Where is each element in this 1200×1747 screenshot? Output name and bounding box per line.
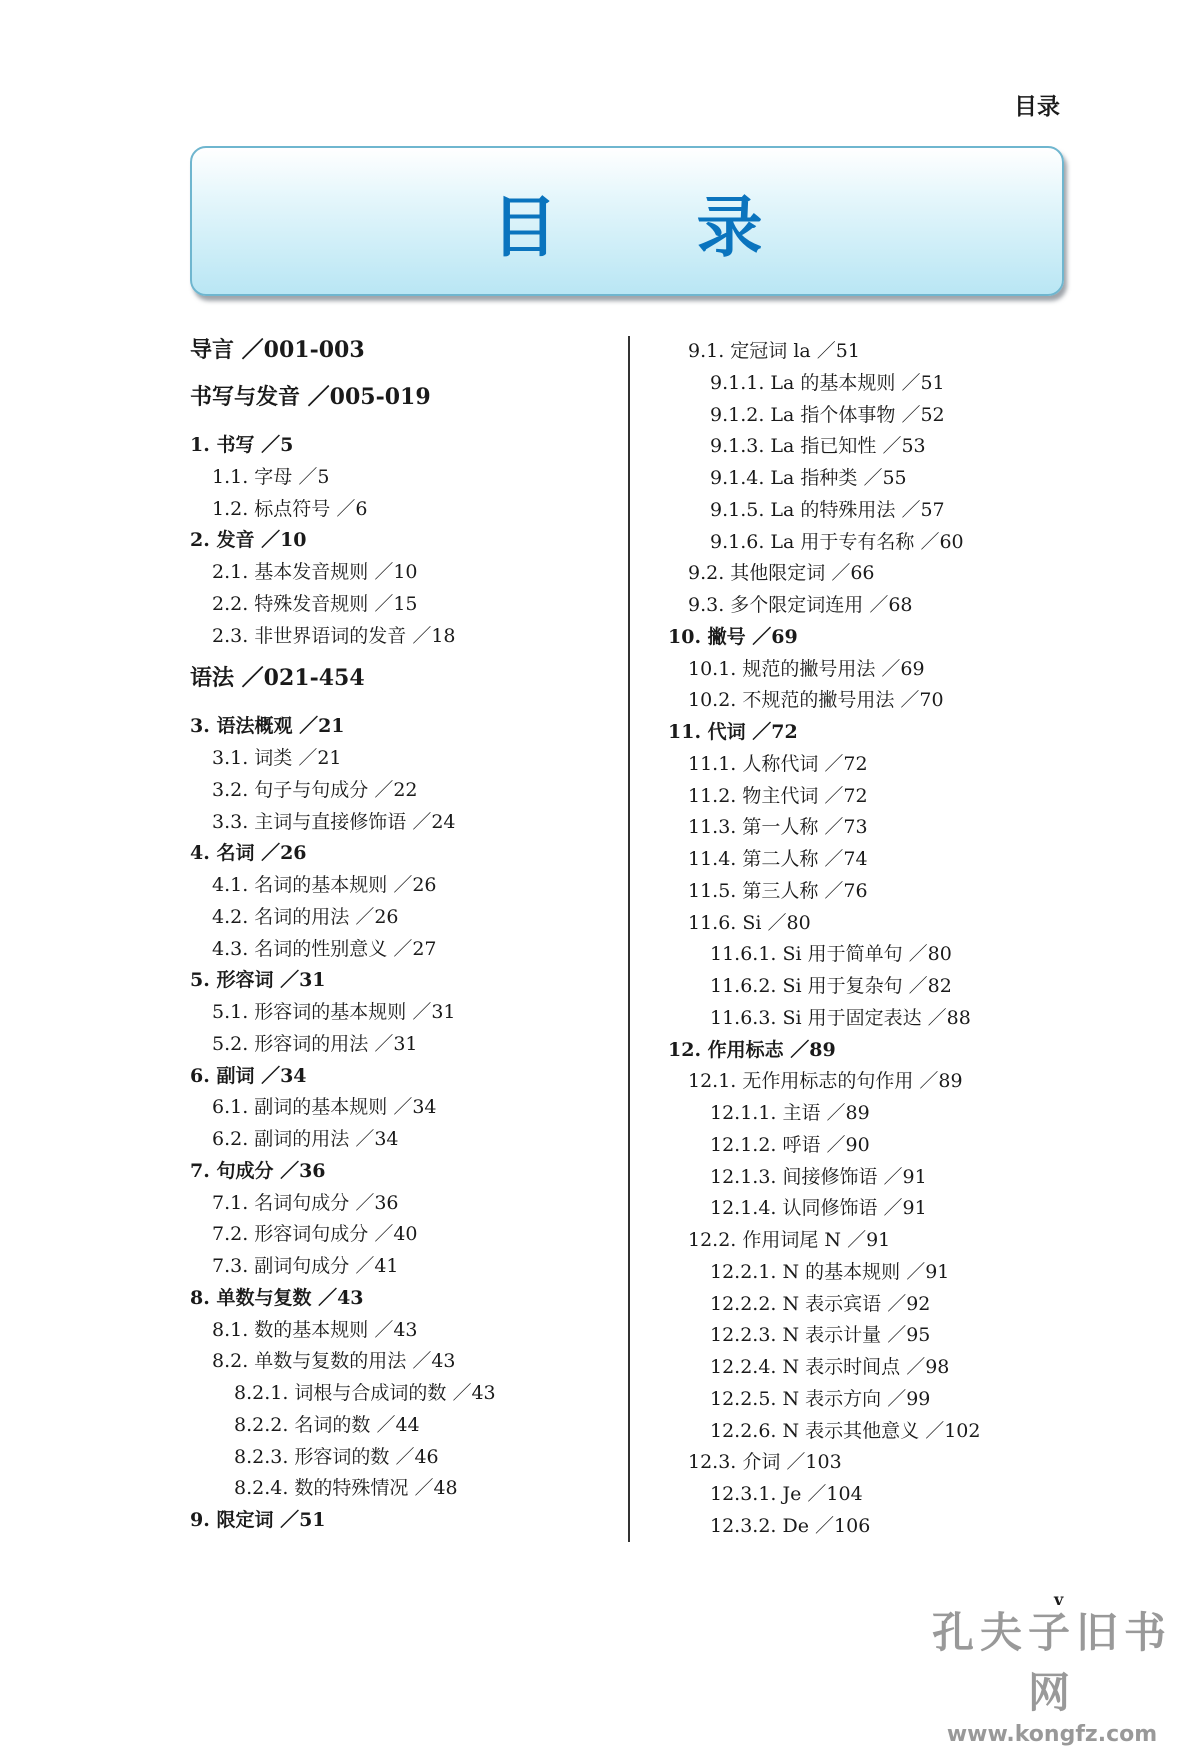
toc-section-entry: 11.6. Si ／80 [688,911,811,934]
toc-section-entry: 11.3. 第一人称 ／73 [688,816,868,839]
toc-subsection-entry: 8.2.3. 形容词的数 ／46 [234,1445,439,1468]
toc-subsection-entry: 12.2.3. N 表示计量 ／95 [710,1324,931,1347]
toc-subsection-entry: 9.1.4. La 指种类 ／55 [710,467,907,489]
toc-section-entry: 5.2. 形容词的用法 ／31 [212,1032,418,1055]
toc-section-entry: 12.3. 介词 ／103 [688,1451,842,1474]
toc-chapter-entry: 11. 代词 ／72 [668,721,798,743]
toc-chapter-entry: 7. 句成分 ／36 [190,1159,326,1182]
toc-subsection-entry: 8.2.2. 名词的数 ／44 [234,1413,420,1436]
toc-subsection-entry: 12.2.5. N 表示方向 ／99 [710,1387,931,1410]
toc-subsection-entry: 11.6.2. Si 用于复杂句 ／82 [710,975,952,997]
toc-chapter-entry: 8. 单数与复数 ／43 [190,1286,364,1309]
toc-subsection-entry: 12.1.1. 主语 ／89 [710,1102,870,1124]
toc-section-entry: 5.1. 形容词的基本规则 ／31 [212,1001,456,1023]
toc-right-column [668,336,1138,1543]
toc-subsection-entry: 12.2.2. N 表示宾语 ／92 [710,1292,931,1315]
toc-section-entry: 2.1. 基本发音规则 ／10 [212,561,418,583]
toc-section-entry: 7.2. 形容词句成分 ／40 [212,1223,418,1246]
toc-section-entry: 10.2. 不规范的撇号用法 ／70 [688,689,944,712]
toc-section-entry: 3.1. 词类 ／21 [212,747,342,769]
toc-section-entry: 9.1. 定冠词 la ／51 [688,340,860,362]
toc-section-entry: 9.3. 多个限定词连用 ／68 [688,594,913,616]
toc-subsection-entry: 9.1.5. La 的特殊用法 ／57 [710,498,945,521]
toc-section-entry: 4.1. 名词的基本规则 ／26 [212,874,437,896]
toc-subsection-entry: 9.1.2. La 指个体事物 ／52 [710,403,945,426]
toc-subsection-entry: 11.6.1. Si 用于简单句 ／80 [710,943,952,966]
toc-section-entry: 10.1. 规范的撇号用法 ／69 [688,657,925,680]
toc-subsection-entry: 9.1.3. La 指已知性 ／53 [710,435,926,458]
toc-section-entry: 1.2. 标点符号 ／6 [212,497,368,520]
title-banner [190,146,1064,296]
toc-subsection-entry: 12.1.4. 认同修饰语 ／91 [710,1197,927,1220]
page-number: v [1054,1590,1064,1609]
toc-section-entry: 8.2. 单数与复数的用法 ／43 [212,1350,456,1373]
toc-subsection-entry: 8.2.4. 数的特殊情况 ／48 [234,1477,458,1500]
toc-section-entry: 2.2. 特殊发音规则 ／15 [212,592,418,615]
toc-section-entry: 11.5. 第三人称 ／76 [688,879,868,902]
toc-chapter-entry: 3. 语法概观 ／21 [190,715,345,738]
toc-subsection-entry: 12.1.3. 间接修饰语 ／91 [710,1165,927,1188]
toc-subsection-entry: 12.2.4. N 表示时间点 ／98 [710,1356,950,1378]
column-divider [628,336,630,1542]
toc-part-heading: 书写与发音 ／005-019 [190,384,431,410]
toc-section-entry: 3.3. 主词与直接修饰语 ／24 [212,810,456,833]
toc-section-entry: 4.3. 名词的性别意义 ／27 [212,937,437,960]
toc-section-entry: 11.1. 人称代词 ／72 [688,752,868,775]
toc-section-entry: 4.2. 名词的用法 ／26 [212,905,399,928]
toc-part-heading: 语法 ／021-454 [190,665,365,692]
toc-section-entry: 12.2. 作用词尾 N ／91 [688,1229,891,1251]
toc-section-entry: 11.4. 第二人称 ／74 [688,848,868,870]
toc-subsection-entry: 12.3.2. De ／106 [710,1514,871,1537]
toc-subsection-entry: 12.2.1. N 的基本规则 ／91 [710,1260,950,1283]
toc-chapter-entry: 6. 副词 ／34 [190,1064,307,1087]
toc-section-entry: 2.3. 非世界语词的发音 ／18 [212,624,456,647]
toc-chapter-entry: 1. 书写 ／5 [190,434,294,456]
toc-subsection-entry: 9.1.1. La 的基本规则 ／51 [710,371,945,394]
toc-subsection-entry: 12.2.6. N 表示其他意义 ／102 [710,1419,981,1442]
page-title: 目 录 [491,188,821,266]
watermark [912,1600,1192,1747]
running-head: 目录 [1014,94,1060,120]
toc-chapter-entry: 10. 撇号 ／69 [668,625,798,648]
toc-subsection-entry: 12.1.2. 呼语 ／90 [710,1133,870,1156]
watermark-url: www.kongfz.com [946,1722,1158,1747]
toc-chapter-entry: 2. 发音 ／10 [190,529,307,552]
toc-section-entry: 3.2. 句子与句成分 ／22 [212,778,418,801]
toc-section-entry: 8.1. 数的基本规则 ／43 [212,1318,418,1341]
toc-section-entry: 9.2. 其他限定词 ／66 [688,562,875,585]
toc-section-entry: 1.1. 字母 ／5 [212,465,330,488]
watermark-chinese: 孔夫子旧书网 [931,1608,1172,1717]
toc-subsection-entry: 11.6.3. Si 用于固定表达 ／88 [710,1006,971,1029]
toc-section-entry: 11.2. 物主代词 ／72 [688,784,868,807]
toc-subsection-entry: 9.1.6. La 用于专有名称 ／60 [710,530,964,553]
toc-subsection-entry: 12.3.1. Je ／104 [710,1483,863,1505]
toc-section-entry: 6.2. 副词的用法 ／34 [212,1128,399,1150]
toc-section-entry: 7.1. 名词句成分 ／36 [212,1191,399,1214]
toc-chapter-entry: 5. 形容词 ／31 [190,969,326,992]
toc-chapter-entry: 12. 作用标志 ／89 [668,1038,836,1061]
toc-section-entry: 6.1. 副词的基本规则 ／34 [212,1096,437,1119]
toc-chapter-entry: 9. 限定词 ／51 [190,1509,326,1531]
toc-subsection-entry: 8.2.1. 词根与合成词的数 ／43 [234,1382,496,1404]
toc-left-column [190,336,610,1537]
toc-chapter-entry: 4. 名词 ／26 [190,842,307,865]
toc-section-entry: 12.1. 无作用标志的句作用 ／89 [688,1070,963,1093]
toc-section-entry: 7.3. 副词句成分 ／41 [212,1255,399,1277]
toc-part-heading: 导言 ／001-003 [190,337,365,363]
